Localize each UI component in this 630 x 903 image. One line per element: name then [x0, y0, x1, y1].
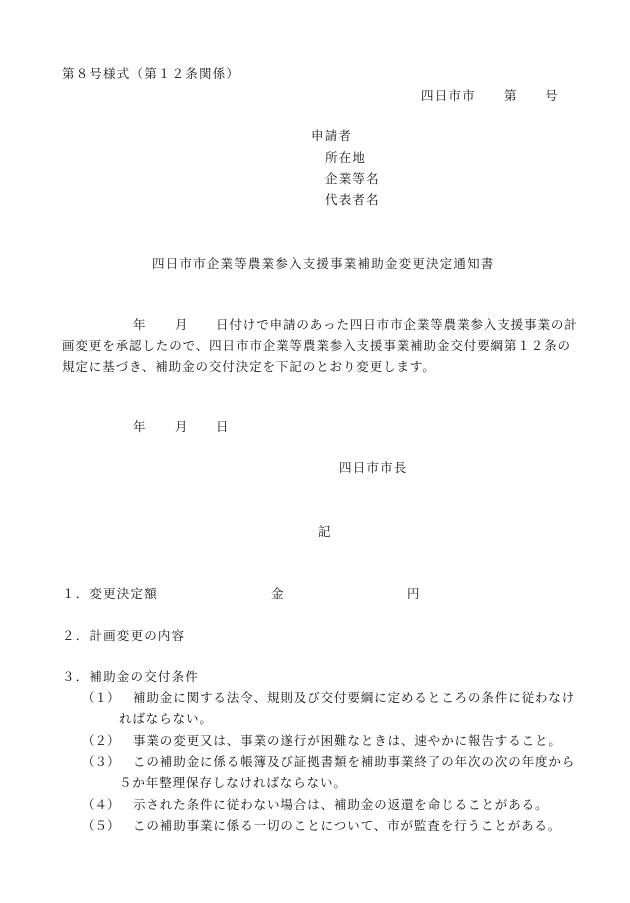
item-1-en: 円 [407, 586, 420, 601]
body-date-nen: 年 [133, 317, 146, 332]
doc-number-dai: 第 [504, 88, 517, 103]
form-label: 第８号様式（第１２条関係） [62, 66, 241, 81]
item-1-kin: 金 [271, 586, 284, 601]
condition-3-text-cont: ５か年整理保存しなければならない。 [119, 775, 347, 790]
condition-3-text: この補助金に係る帳簿及び証拠書類を補助事業終了の年次の次の年度から [133, 754, 576, 769]
condition-5-num: （５） [82, 818, 120, 833]
condition-3-num: （３） [82, 754, 120, 769]
body-date-tsuki: 月 [175, 317, 188, 332]
body-line-2: 画変更を承認したので、四日市市企業等農業参入支援事業補助金交付要綱第１２条の [62, 338, 571, 353]
item-3-label: ３．補助金の交付条件 [62, 669, 200, 684]
condition-4-num: （４） [82, 797, 120, 812]
item-1-label: １．変更決定額 [62, 586, 158, 601]
condition-4-text: 示された条件に従わない場合は、補助金の返還を命じることがある。 [133, 797, 549, 812]
issue-date-hi: 日 [216, 419, 229, 434]
item-2-label: ２．計画変更の内容 [62, 628, 186, 643]
issue-date-nen: 年 [133, 419, 146, 434]
applicant-representative: 代表者名 [325, 192, 380, 207]
condition-2-num: （２） [82, 733, 120, 748]
document-title: 四日市市企業等農業参入支援事業補助金変更決定通知書 [152, 256, 495, 271]
condition-5-text: この補助事業に係る一切のことについて、市が監査を行うことがある。 [133, 818, 562, 833]
condition-1-text-cont: ればならない。 [119, 711, 213, 726]
condition-1-text: 補助金に関する法令、規則及び交付要綱に定めるところの条件に従わなけ [133, 690, 576, 705]
mayor-signature-label: 四日市市長 [339, 460, 408, 475]
applicant-label: 申請者 [311, 128, 353, 143]
body-line-3: 規定に基づき、補助金の交付決定を下記のとおり変更します。 [62, 359, 436, 374]
ki-marker: 記 [318, 524, 331, 539]
condition-2-text: 事業の変更又は、事業の遂行が困難なときは、速やかに報告すること。 [133, 733, 562, 748]
condition-1-num: （１） [82, 690, 120, 705]
doc-number-city: 四日市市 [421, 88, 476, 103]
applicant-address: 所在地 [325, 150, 367, 165]
doc-number-go: 号 [545, 88, 558, 103]
applicant-company: 企業等名 [325, 171, 380, 186]
issue-date-tsuki: 月 [175, 419, 188, 434]
body-line-1: 日付けで申請のあった四日市市企業等農業参入支援事業の計 [216, 317, 578, 332]
